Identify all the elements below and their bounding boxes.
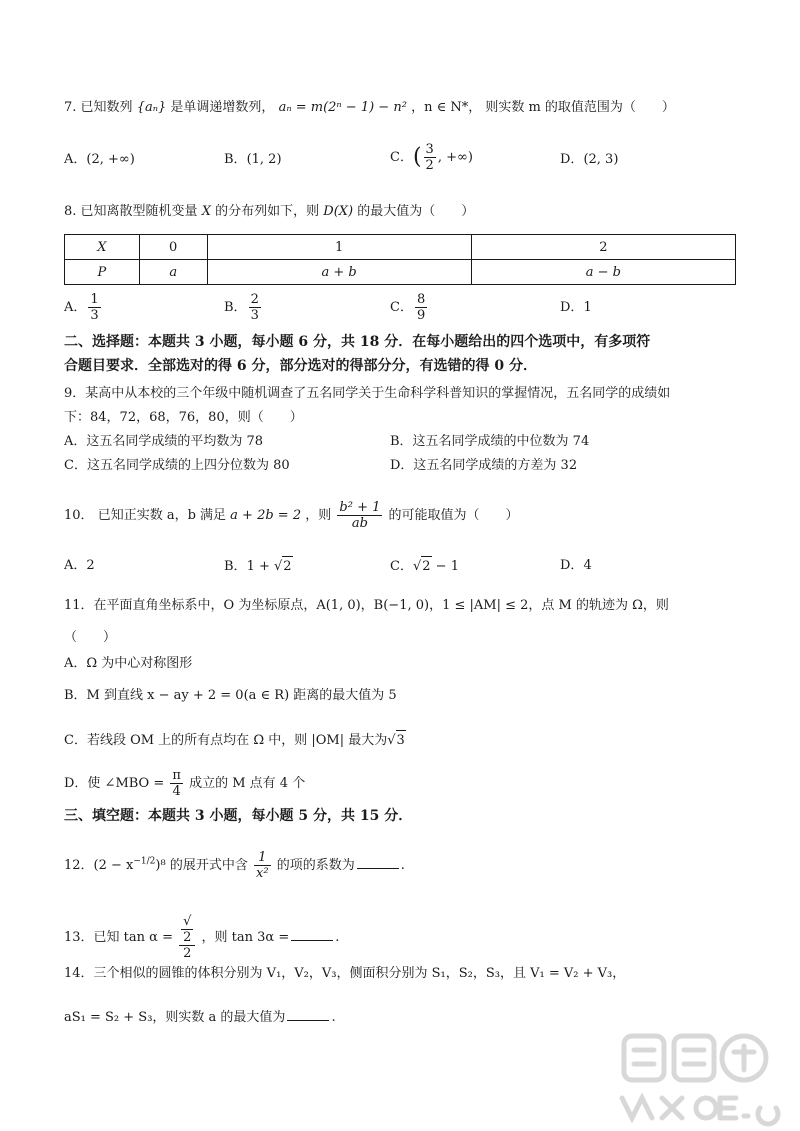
q7-option-c: C．( $\frac{3}{2}$ , +∞) <box>390 142 473 173</box>
q8-option-d: D．1 <box>560 300 592 315</box>
q11-option-d: D．使 ∠MBO = $\frac{\pi}{4}$ 成立的 M 点有 4 个 <box>64 768 306 799</box>
q11-stem-line1: 11．在平面直角坐标系中，O 为坐标原点，A(1, 0)，B(−1, 0)，1 ≤ |AM| ≤ 2，点 M 的轨迹为 Ω，则 <box>64 598 669 613</box>
q8-option-b: B． $\frac{2}{3}$ <box>224 292 259 323</box>
section2-heading-line1: 二、选择题：本题共 3 小题，每小题 6 分，共 18 分．在每小题给出的四个选项中，有多项符 <box>64 334 651 350</box>
q8-options <box>64 292 744 323</box>
q8-option-a: A． $\frac{1}{3}$ <box>64 292 99 323</box>
q10-option-c: C．√2 − 1 <box>390 556 459 577</box>
q12-stem: 12．$(2 - x^{-1/2})^8$ 的展开式中含 $\frac{1}{\text{x²}}$ 的项的系数为 . <box>64 850 405 881</box>
section3-heading: 三、填空题：本题共 3 小题，每小题 5 分，共 15 分． <box>64 808 413 824</box>
q14-answer-blank <box>287 1006 329 1021</box>
q9-option-b: B．这五名同学成绩的中位数为 74 <box>390 434 590 449</box>
q10-option-b: B．1 + √2 <box>224 556 293 577</box>
q14-stem-line2: aS₁ = S₂ + S₃，则实数 a 的最大值为 . <box>64 1006 336 1028</box>
q7-option-d: D．(2, 3) <box>560 152 619 167</box>
q11-option-a: A．Ω 为中心对称图形 <box>64 656 193 671</box>
q13-answer-blank <box>291 926 333 941</box>
q8-stem: 8. 已知离散型随机变量 X 的分布列如下，则 D(X) 的最大值为（ ） <box>64 204 475 219</box>
q12-answer-blank <box>357 854 399 869</box>
watermark-logo-icon <box>612 1028 788 1128</box>
q11-stem-line2: （ ） <box>64 630 117 645</box>
q7-option-b: B．(1, 2) <box>224 152 282 167</box>
q13-stem: 13．已知 tan α = √ 2 2 ，则 tan 3α = . <box>64 914 340 961</box>
q9-stem-line1: 9．某高中从本校的三个年级中随机调查了五名同学关于生命科学科普知识的掌握情况，五名同学的成绩如 <box>64 386 671 401</box>
table-row: X 0 1 2 <box>65 235 736 260</box>
q9-option-d: D．这五名同学成绩的方差为 32 <box>390 458 578 473</box>
table-row: P a a + b a − b <box>65 260 736 285</box>
q10-option-d: D．4 <box>560 558 592 573</box>
q8-option-c: C． $\frac{8}{9}$ <box>390 292 426 323</box>
q10-option-a: A．2 <box>64 558 95 573</box>
q11-option-b: B．M 到直线 x − ay + 2 = 0(a ∈ R) 距离的最大值为 5 <box>64 688 397 703</box>
section2-heading-line2: 合题目要求．全部选对的得 6 分，部分选对的得部分分，有选错的得 0 分． <box>64 358 537 374</box>
q11-option-c: C．若线段 OM 上的所有点均在 Ω 中，则 |OM| 最大为√3 <box>64 730 406 751</box>
q7-stem: 7. 已知数列 {aₙ} 是单调递增数列， aₙ = m(2ⁿ − 1) − n² ，n ∈ N*， 则实数 m 的取值范围为（ ） <box>64 100 675 115</box>
q7-option-a: A．(2, +∞) <box>64 152 135 167</box>
q9-stem-line2: 下：84，72，68，76，80，则（ ） <box>64 410 303 425</box>
q10-stem: 10． 已知正实数 a，b 满足 a + 2b = 2 ，则 $\frac{\text{b² + 1}}{ab}$ 的可能取值为（ ） <box>64 500 519 531</box>
q10-options <box>64 556 744 576</box>
distribution-table <box>64 234 736 285</box>
q9-option-c: C．这五名同学成绩的上四分位数为 80 <box>64 458 290 473</box>
q7-options <box>64 142 744 173</box>
q14-stem-line1: 14．三个相似的圆锥的体积分别为 V₁，V₂，V₃，侧面积分别为 S₁，S₂，S₃，且 V₁ = V₂ + V₃， <box>64 966 626 981</box>
q9-option-a: A．这五名同学成绩的平均数为 78 <box>64 434 264 449</box>
